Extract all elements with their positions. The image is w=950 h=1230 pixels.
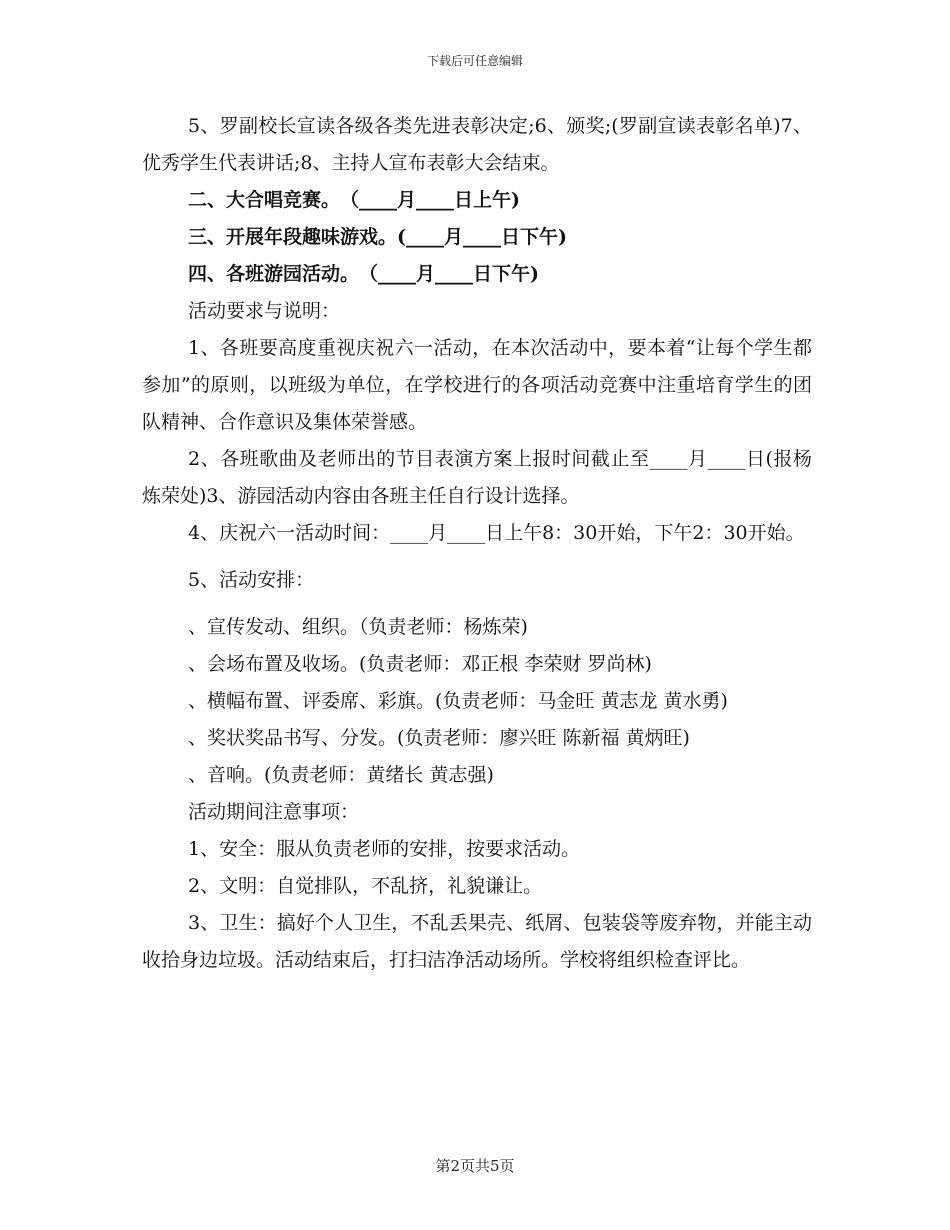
heading-garden-party: 四、各班游园活动。 （____月____日下午) — [188, 263, 539, 285]
note-hygiene: 3、卫生：搞好个人卫生，不乱丢果壳、纸屑、包装袋等废弃物，并能主动收拾身边垃圾。活动结束后，打扫洁净活动场所。学校将组织检查评比。 — [142, 912, 812, 971]
arrangement-awards: 、奖状奖品书写、分发。(负责老师：廖兴旺 陈新福 黄炳旺) — [188, 727, 690, 749]
arrangement-audio: 、音响。(负责老师：黄绪长 黄志强) — [188, 764, 494, 786]
heading-fun-games: 三、开展年段趣味游戏。(____月____日下午) — [188, 226, 567, 248]
page-footer: 第2页共5页 — [435, 1157, 515, 1175]
note-safety: 1、安全：服从负责老师的安排，按要求活动。 — [188, 838, 581, 860]
paragraph-ceremony-steps: 5、罗副校长宣读各级各类先进表彰决定;6、颁奖;(罗副宣读表彰名单)7、优秀学生代表讲话;8、主持人宣布表彰大会结束。 — [142, 115, 812, 174]
section-title-requirements: 活动要求与说明： — [188, 300, 341, 322]
requirement-2: 2、各班歌曲及老师出的节目表演方案上报时间截止至____月____日(报杨炼荣处)3、游园活动内容由各班主任自行设计选择。 — [142, 448, 812, 507]
section-title-notes: 活动期间注意事项： — [188, 801, 360, 823]
arrangement-venue: 、会场布置及收场。(负责老师：邓正根 李荣财 罗尚林) — [188, 653, 652, 675]
heading-chorus-contest: 二、大合唱竞赛。 （____月____日上午) — [188, 189, 520, 211]
page-header: 下载后可任意编辑 — [426, 54, 523, 68]
requirement-4: 4、庆祝六一活动时间：____月____日上午8：30开始，下午2：30开始。 — [188, 522, 805, 544]
requirement-1: 1、各班要高度重视庆祝六一活动，在本次活动中，要本着“让每个学生都参加”的原则，以班级为单位，在学校进行的各项活动竞赛中注重培育学生的团队精神、合作意识及集体荣誉感。 — [142, 337, 812, 433]
document-body — [142, 108, 812, 979]
requirement-5: 5、活动安排： — [188, 569, 315, 591]
arrangement-publicity: 、宣传发动、组织。（负责老师：杨炼荣) — [188, 616, 528, 638]
arrangement-banners: 、横幅布置、评委席、彩旗。(负责老师：马金旺 黄志龙 黄水勇) — [188, 690, 728, 712]
note-civility: 2、文明：自觉排队，不乱挤，礼貌谦让。 — [188, 875, 543, 897]
